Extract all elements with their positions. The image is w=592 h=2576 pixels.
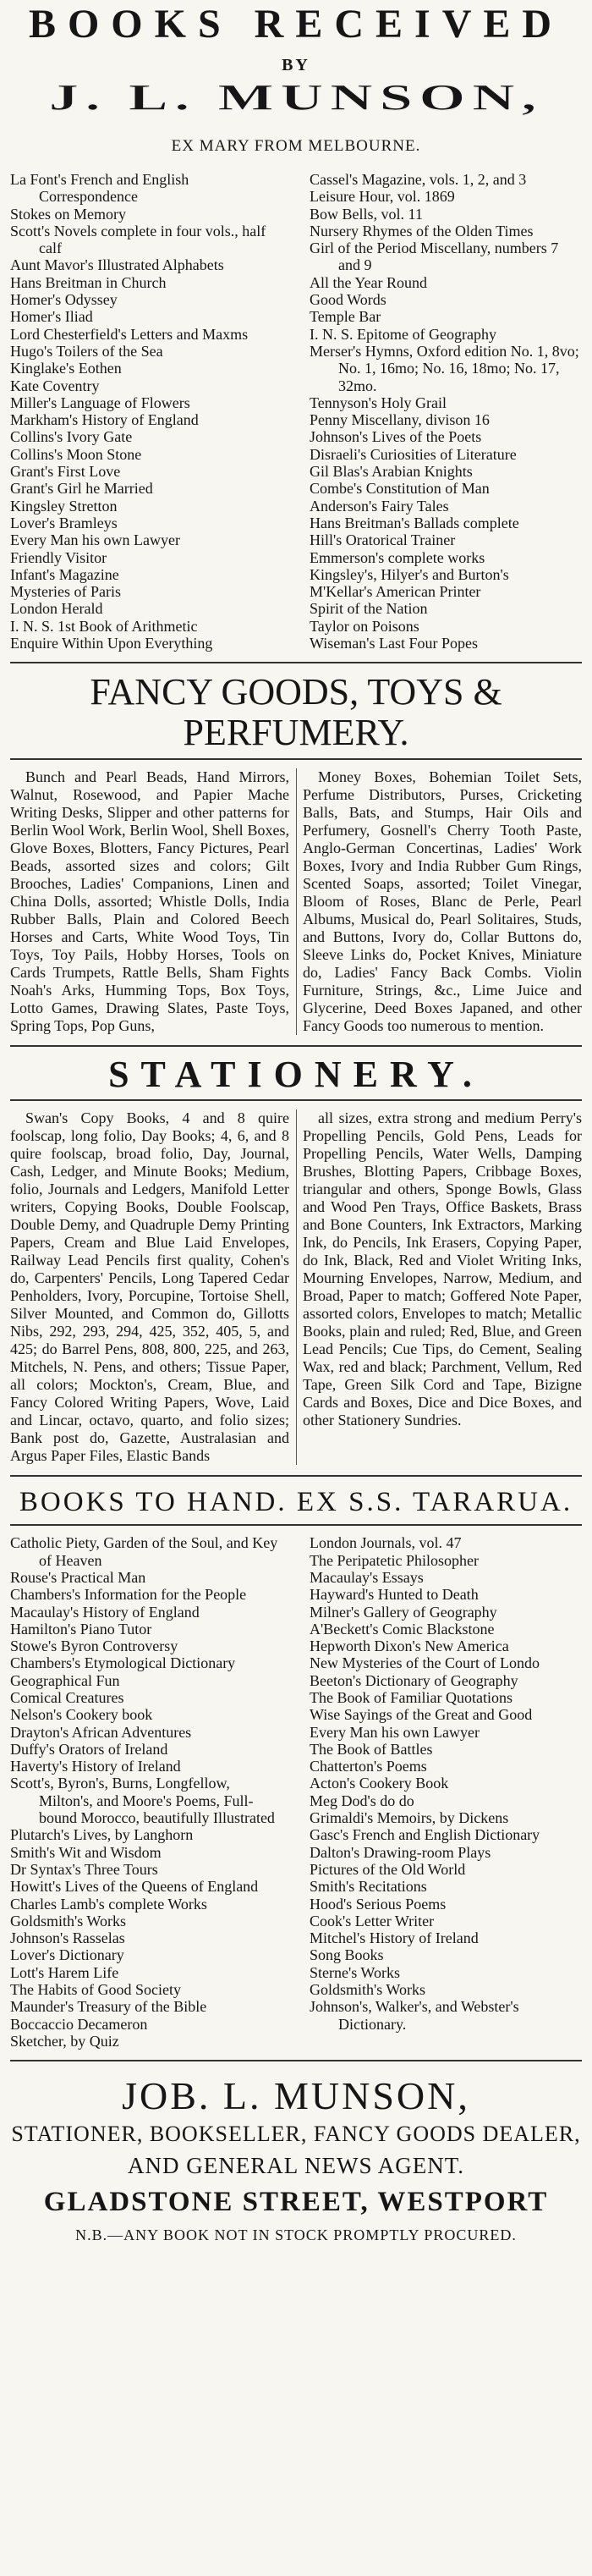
list-item: Beeton's Dictionary of Geography [310,1671,518,1689]
list-item: Boccaccio Decameron [10,2015,148,2033]
fancy-goods-body [10,768,582,1035]
tararua-right-column [310,1534,582,2050]
divider [10,2060,582,2061]
list-item: Acton's Cookery Book [310,1775,449,1792]
advertisement-page [0,3,592,2576]
list-item: Spirit of the Nation [310,600,428,618]
list-item: Howitt's Lives of the Queens of England [10,1878,259,1896]
list-item: Macaulay's Essays [310,1568,424,1586]
list-item: Bow Bells, vol. 11 [310,205,423,223]
list-item: Sketcher, by Quiz [10,2032,119,2050]
list-item: Kingsley's, Hilyer's and Burton's [310,565,509,583]
list-item: The Peripatetic Philosopher [310,1551,479,1569]
list-item: The Habits of Good Society [10,1981,181,1999]
divider [10,1099,582,1101]
fancy-goods-title: FANCY GOODS, TOYS & PERFUMERY. [90,671,502,754]
list-item: Collins's Moon Stone [10,445,142,463]
tararua-list [10,1534,582,2050]
list-item: Nelson's Cookery book [10,1706,153,1724]
tararua-title: BOOKS TO HAND. EX S.S. TARARUA. [19,1487,573,1518]
list-item: Gasc's French and English Dictionary [310,1826,540,1844]
merchant-name: J. L. MUNSON, [48,77,544,118]
list-item: Hill's Oratorical Trainer [310,531,456,549]
list-item: Chambers's Etymological Dictionary [10,1654,236,1672]
list-item: Wise Sayings of the Great and Good [310,1706,533,1724]
list-item: Dalton's Drawing-room Plays [310,1843,491,1861]
list-item: Scott's Novels complete in four vols., half calf [10,222,266,257]
list-item: Kate Coventry [10,377,100,394]
list-item: Lott's Harem Life [10,1963,119,1981]
list-item: Smith's Recitations [310,1878,427,1896]
list-item: Goldsmith's Works [310,1981,425,1999]
tararua-left-column [10,1534,282,2050]
list-item: Kinglake's Eothen [10,360,122,377]
list-item: Kingsley Stretton [10,497,118,515]
list-item: Sterne's Works [310,1963,400,1981]
list-item: Duffy's Orators of Ireland [10,1740,168,1758]
list-item: Lover's Bramleys [10,514,118,531]
list-item: Temple Bar [310,308,381,326]
list-item: Every Man his own Lawyer [310,1723,480,1741]
footer-trades: STATIONER, BOOKSELLER, FANCY GOODS DEALER, [11,2122,581,2147]
list-item: London Journals, vol. 47 [310,1534,462,1552]
list-item: Song Books [310,1946,384,1964]
divider [10,1045,582,1047]
list-item: London Herald [10,600,103,618]
list-item: Stokes on Memory [10,205,126,223]
list-item: Johnson's, Walker's, and Webster's Dictionary. [310,1998,519,2033]
list-item: M'Kellar's American Printer [310,583,481,601]
stationery-left-text: Swan's Copy Books, 4 and 8 quire foolscap, long folio, Day Books; 4, 6, and 8 quire foolscap, broad folio, Day, Journal, Cash, Ledger, and Minute Books; Medium, folio, Journals and Ledgers, Manifold Letter writers, Copying Books, Double Foolscap, Double Demy, and Quadruple Demy Printing Papers, Cream and Blue Laid Envelopes, Railway Lead Pencils first quality, Cohen's do, Carpenters' Pencils, Long Tapered Cedar Penholders, Ivory, Porcupine, Tortoise Shell, Silver Mounted, and Common do, Gillotts Nibs, 292, 293, 294, 425, 352, 405, 5, and 425; do Barrel Pens, 808, 800, 225, and 263, Mitchels, N. Pens, and others; Tissue Paper, all colors; Mockton's, Cream, Blue, and Fancy Colored Writing Papers, Wove, Laid and Lincar, octavo, quarto, and folio sizes; Bank post do, Gazette, Australasian and Argus Paper Files, Elastic Bands [10,1109,289,1465]
list-item: Catholic Piety, Garden of the Soul, and Key of Heaven [10,1534,278,1569]
list-item: Homer's Iliad [10,308,93,326]
books-received-list [10,171,582,652]
by-label: BY [282,56,310,74]
list-item: Infant's Magazine [10,565,119,583]
list-item: Markham's History of England [10,411,199,429]
fancy-left-text: Bunch and Pearl Beads, Hand Mirrors, Walnut, Rosewood, and Papier Mache Writing Desks, Slipper and other patterns for Berlin Wool Work, Berlin Wool, Shell Boxes, Glove Boxes, Blotters, Fancy Pictures, Pearl Beads, assorted sizes and colors; Gilt Brooches, Ladies' Companions, Linen and China Dolls, assorted; Whistle Dolls, India Rubber Balls, Plain and Colored Beech Horses and Carts, White Wood Toys, Tin Toys, Toy Pails, Hobby Horses, Tools on Cards Trumpets, Rattle Bells, Sham Fights Noah's Arks, Humming Tops, Box Toys, Lotto Games, Drawing Slates, Paste Toys, Spring Tops, Pop Guns, [10,768,289,1035]
list-item: Chatterton's Poems [310,1758,427,1775]
list-item: Charles Lamb's complete Works [10,1895,207,1913]
list-item: Friendly Visitor [10,548,107,566]
list-item: Hepworth Dixon's New America [310,1638,509,1655]
list-item: Geographical Fun [10,1671,120,1689]
list-item: Wiseman's Last Four Popes [310,635,479,652]
list-item: Aunt Mavor's Illustrated Alphabets [10,256,224,274]
list-item: Grimaldi's Memoirs, by Dickens [310,1809,509,1827]
divider [10,1524,582,1526]
list-item: Hood's Serious Poems [310,1895,447,1913]
list-item: Enquire Within Upon Everything [10,635,213,652]
shipment-subtitle: EX MARY FROM MELBOURNE. [171,137,421,155]
divider [10,758,582,760]
list-item: I. N. S. Epitome of Geography [310,325,496,343]
list-item: Mysteries of Paris [10,583,121,601]
list-item: La Font's French and English Correspondence [10,171,189,206]
footer-note: N.B.—ANY BOOK NOT IN STOCK PROMPTLY PROCURED. [75,2226,517,2244]
books-left-column [10,171,282,652]
footer-name: JOB. L. MUNSON, [122,2074,470,2118]
list-item: Lord Chesterfield's Letters and Maxms [10,325,249,343]
list-item: Good Words [310,291,386,309]
list-item: Grant's First Love [10,463,121,481]
list-item: Plutarch's Lives, by Langhorn [10,1826,194,1844]
column-divider [296,1109,297,1465]
stationery-title: STATIONERY. [108,1054,484,1096]
list-item: Hans Breitman's Ballads complete [310,514,519,531]
list-item: Hugo's Toilers of the Sea [10,342,163,360]
list-item: Every Man his own Lawyer [10,531,180,549]
list-item: Cook's Letter Writer [310,1912,435,1929]
list-item: Goldsmith's Works [10,1912,126,1929]
list-item: Maunder's Treasury of the Bible [10,1998,207,2016]
list-item: Grant's Girl he Married [10,480,153,498]
list-item: Homer's Odyssey [10,291,118,309]
list-item: Leisure Hour, vol. 1869 [310,188,455,206]
list-item: Miller's Language of Flowers [10,394,190,411]
list-item: Milner's Gallery of Geography [310,1603,497,1621]
list-item: Lover's Dictionary [10,1946,124,1964]
divider [10,1475,582,1477]
list-item: Haverty's History of Ireland [10,1758,181,1775]
list-item: A'Beckett's Comic Blackstone [310,1620,495,1638]
fancy-right-text: Money Boxes, Bohemian Toilet Sets, Perfume Distributors, Purses, Cricketing Balls, Bats, and Stumps, Hair Oils and Perfumery, Gosnell's Cherry Tooth Paste, Anglo-German Concertinas, Ladies' Work Boxes, Ivory and India Rubber Gum Rings, Scented Soaps, assorted; Toilet Vinegar, Bloom of Roses, Blanc de Perle, Pearl Albums, Musical do, Pearl Solitaires, Studs, and Buttons, Ivory do, Collar Buttons do, Sleeve Links do, Pocket Knives, Miniature do, Ladies' Fancy Back Combs. Violin Furniture, Strings, &c., Lime Juice and Glycerine, Deed Boxes Japaned, and other Fancy Goods too numerous to mention. [303,768,582,1035]
list-item: Merser's Hymns, Oxford edition No. 1, 8vo; No. 1, 16mo; No. 16, 18mo; No. 17, 32mo. [310,342,579,394]
list-item: Tennyson's Holy Grail [310,394,447,411]
list-item: Dr Syntax's Three Tours [10,1860,158,1878]
list-item: Combe's Constitution of Man [310,480,490,498]
list-item: Girl of the Period Miscellany, numbers 7 and 9 [310,239,559,274]
list-item: Johnson's Rasselas [10,1929,125,1947]
column-divider [296,768,297,1035]
list-item: Hamilton's Piano Tutor [10,1620,152,1638]
list-item: Mitchel's History of Ireland [310,1929,479,1947]
list-item: Emmerson's complete works [310,548,485,566]
list-item: Pictures of the Old World [310,1860,466,1878]
divider [10,662,582,663]
list-item: Rouse's Practical Man [10,1568,146,1586]
books-received-title: BOOKS RECEIVED [28,2,564,47]
list-item: Taylor on Poisons [310,617,419,635]
list-item: New Mysteries of the Court of Londo [310,1654,540,1672]
list-item: Meg Dod's do do [310,1792,414,1809]
books-right-column [310,171,582,652]
footer-agent: AND GENERAL NEWS AGENT. [128,2153,464,2179]
footer-address: GLADSTONE STREET, WESTPORT [43,2187,549,2218]
list-item: Scott's, Byron's, Burns, Longfellow, Milton's, and Moore's Poems, Full-bound Morocco, beautifully Illustrated [10,1775,275,1827]
list-item: Drayton's African Adventures [10,1723,192,1741]
list-item: Cassel's Magazine, vols. 1, 2, and 3 [310,171,527,188]
list-item: Anderson's Fairy Tales [310,497,449,515]
list-item: Hans Breitman in Church [10,273,167,291]
list-item: Gil Blas's Arabian Knights [310,463,473,481]
list-item: Penny Miscellany, divison 16 [310,411,490,429]
stationery-body [10,1109,582,1465]
list-item: Disraeli's Curiosities of Literature [310,445,517,463]
list-item: Macaulay's History of England [10,1603,200,1621]
list-item: Smith's Wit and Wisdom [10,1843,162,1861]
list-item: Comical Creatures [10,1688,124,1706]
list-item: The Book of Battles [310,1740,433,1758]
list-item: Collins's Ivory Gate [10,428,133,446]
list-item: All the Year Round [310,273,427,291]
list-item: Stowe's Byron Controversy [10,1638,178,1655]
list-item: Nursery Rhymes of the Olden Times [310,222,534,239]
list-item: Johnson's Lives of the Poets [310,428,482,446]
list-item: I. N. S. 1st Book of Arithmetic [10,617,198,635]
list-item: Hayward's Hunted to Death [310,1586,479,1604]
list-item: The Book of Familiar Quotations [310,1688,513,1706]
list-item: Chambers's Information for the People [10,1586,247,1604]
stationery-right-text: all sizes, extra strong and medium Perry's Propelling Pencils, Gold Pens, Leads for Propelling Pencils, Water Wells, Damping Brushes, Blotting Papers, Cribbage Boxes, triangular and others, Sponge Bowls, Glass and Wood Pen Trays, Office Baskets, Brass and Bone Counters, Ink Extractors, Marking Ink, do Pencils, Ink Erasers, Copying Paper, do Ink, Black, Red and Violet Writing Inks, Mourning Envelopes, Narrow, Medium, and Broad, Paper to match; Goffered Note Paper, assorted colors, Envelopes to match; Metallic Books, plain and ruled; Red, Blue, and Green Lead Pencils; Cue Tips, do Cement, Sealing Wax, red and black; Parchment, Vellum, Red Tape, Green Silk Cord and Tape, Bizigne Cards and Boxes, Dice and Dice Boxes, and other Stationery Sundries. [303,1109,582,1429]
